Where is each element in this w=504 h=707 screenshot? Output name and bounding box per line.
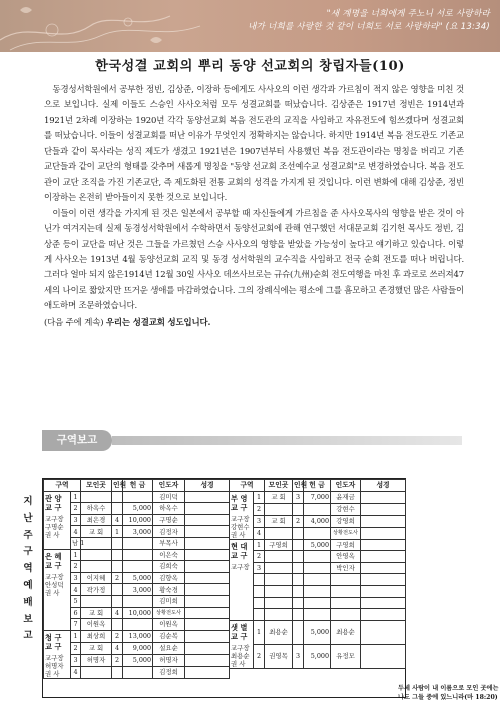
column-header: 인원 [113,481,127,490]
group-cell [230,491,254,539]
cell-no: 2 [254,503,265,515]
cell-bible [185,595,230,607]
cell-no: 4 [71,584,81,596]
cell-amount: 3,000 [123,584,153,596]
cell-place [81,491,112,503]
table-row [44,584,230,596]
cell-leader: 김정희 [153,666,185,678]
cell-amount: 10,000 [123,607,153,619]
cell-bible [185,642,230,654]
cell-amount [123,619,153,631]
cell-leader: 김희숙 [153,561,185,573]
cell-amount [123,666,153,678]
cell-amount [304,562,331,574]
table-row [44,595,230,607]
cell-place: 허명자 [81,654,112,666]
cell-amount: 4,000 [304,515,331,527]
column-header: 성경 [185,480,230,492]
cell-count [293,585,304,597]
table-row [230,539,406,551]
cell-bible [185,630,230,642]
cell-leader: 김향옥 [153,572,185,584]
cell-count: 2 [112,654,123,666]
cell-amount: 7,000 [304,491,331,503]
cell-bible [361,609,406,621]
cell-count [293,527,304,539]
cell-no: 1 [254,620,265,644]
cell-amount: 5,000 [304,539,331,551]
table-row [230,503,406,515]
report-label: 구역보고 [42,430,112,451]
cell-amount [123,561,153,573]
banner-verse: "새 계명을 너희에게 주노니 서로 사랑하라 내가 너희를 사랑한 것 같이 너희도 서로 사랑하라" (요 13:34) [248,9,490,32]
cell-leader: 허명자 [153,654,185,666]
cell-count: 3 [293,491,304,503]
column-header: 모인곳 [81,480,112,492]
cell-no: 1 [254,539,265,551]
cell-leader: 박인자 [331,562,361,574]
article-paragraph: 동경성서학원에서 공부한 정빈, 김상준, 이장하 등에게도 사사오의 이런 생각과 가르침이 적지 않은 영향을 미친 것으로 보입니다. 실제 이들도 스승인 사사오처럼 모두 성결교회를 떠났습니다. 김상준은 1917년 정빈은 1914년과 1921년 2차례 이장하는 1920년 각각 동양선교회 복음 전도관의 교직을 사임하고 자유전도에 힘쓰겠다며 성결교회를 떠났습니다. 이들이 성결교회를 떠난 이유가 무엇인지 정확하지는 않습니다. 하지만 1914년 복음 전도관도 기존교단들과 같이 목사라는 성직 제도가 생겼고 1921년은 1907년부터 사용했던 복음 전도관이라는 명칭을 버리고 기존 교단들과 같이 교단의 형태를 갖추며 새롭게 명칭을 "동양 선교회 조선예수교 성결교회"로 변경하였습니다. 복음 전도관이 교단 조직을 가진 기존교단, 즉 제도화된 전통 교회의 성격을 가지게 된 것입니다. 이런 변화에 대해 김상준, 정빈 이장하는 온전히 받아들이지 못한 것으로 보입니다. [44,84,464,203]
report-table-right [229,479,406,669]
group-leader: 교구장 안성덕 권 사 [45,572,64,597]
cell-bible [185,549,230,561]
cell-no: 6 [71,607,81,619]
table-row [230,515,406,527]
cell-place [81,561,112,573]
cell-no [254,585,265,597]
cell-bible [361,574,406,586]
cell-count: 2 [112,630,123,642]
group-cell [230,620,254,668]
cell-leader: 김순복 [153,630,185,642]
page-title: 한국성결 교회의 뿌리 동양 선교회의 창립자들(10) [95,59,405,74]
cell-place: 교 회 [265,515,293,527]
cell-no: 3 [71,514,81,526]
cell-bible [185,584,230,596]
cell-amount [304,503,331,515]
cell-bible [185,666,230,678]
table-row [230,491,406,503]
cell-count [293,609,304,621]
cell-bible [185,503,230,515]
cell-amount [304,609,331,621]
cell-place [265,574,293,586]
table-row [230,597,406,609]
cell-amount [304,551,331,563]
cell-place: 교 회 [81,526,112,538]
group-name: 청 구 교 구 [45,632,62,651]
table-row [44,607,230,619]
cell-count [112,561,123,573]
cell-place [265,503,293,515]
cell-no: 2 [71,503,81,515]
cell-amount: 5,000 [123,503,153,515]
cell-place: 이원옥 [81,619,112,631]
cell-bible [185,572,230,584]
cell-place: 교 회 [81,642,112,654]
cell-no: 2 [254,644,265,668]
cell-leader: 윤재금 [331,491,361,503]
cell-place: 최용순 [265,620,293,644]
cell-place: 하옥수 [81,503,112,515]
cell-place [265,551,293,563]
table-header-row [44,480,230,492]
cell-bible [361,551,406,563]
cell-no: 1 [71,630,81,642]
cell-no: 3 [254,515,265,527]
cell-place [265,562,293,574]
table-row [44,630,230,642]
cell-count [293,620,304,644]
cell-amount: 9,000 [123,642,153,654]
cell-bible [185,654,230,666]
group-name: 부 영 교 구 [231,493,248,512]
table-row [44,572,230,584]
cell-amount: 13,000 [123,630,153,642]
table-row [230,562,406,574]
table-row [230,527,406,539]
cell-place [265,585,293,597]
cell-no: 2 [71,561,81,573]
column-header: 헌 금 [123,480,153,492]
cell-leader: 최용순 [331,620,361,644]
cell-amount: 3,000 [123,526,153,538]
report-table-left [43,479,230,679]
cell-no: 4 [71,526,81,538]
cell-no: 5 [71,595,81,607]
cell-leader: 김미덕 [153,491,185,503]
cell-no: 1 [71,549,81,561]
cell-no: 4 [71,666,81,678]
cell-amount: 5,000 [123,654,153,666]
cell-amount [123,549,153,561]
cell-place [265,597,293,609]
floral-swirl-icon [0,0,230,52]
group-name: 관 양 교 구 [45,493,62,512]
cell-amount [123,537,153,549]
cell-no: 3 [71,654,81,666]
cell-no [254,609,265,621]
cell-leader: 상황전도사 [153,607,185,619]
cell-count [293,597,304,609]
cell-bible [185,514,230,526]
cell-count: 4 [112,514,123,526]
column-header: 인도자 [331,480,361,492]
table-row [230,644,406,668]
cell-leader: 유정모 [331,644,361,668]
table-row [44,654,230,666]
cell-amount: 5,000 [304,644,331,668]
cell-leader [331,574,361,586]
cell-bible [361,644,406,668]
column-header: 인원 [294,481,308,490]
group-name: 현 대 교 구 [231,541,248,560]
cell-amount [304,585,331,597]
cell-bible [185,491,230,503]
group-cell [44,491,71,549]
cell-bible [185,561,230,573]
group-leader: 교구장 [231,562,250,571]
table-row [44,619,230,631]
cell-bible [185,619,230,631]
cell-bible [361,585,406,597]
report-section-header [42,430,462,451]
cell-count [293,562,304,574]
cell-count [112,503,123,515]
cell-count: 1 [112,526,123,538]
cell-leader: 구영희 [331,539,361,551]
cell-count [112,619,123,631]
cell-count [112,491,123,503]
cell-no: 2 [254,551,265,563]
table-row [44,503,230,515]
cell-count [293,539,304,551]
header-decorative-bar [112,436,462,445]
table-row [44,491,230,503]
cell-place: 권영목 [265,644,293,668]
column-header: 구역 [44,480,81,492]
cell-leader: 이은숙 [153,549,185,561]
cell-leader: 하옥수 [153,503,185,515]
cell-no: 남 1 [72,539,85,548]
cell-bible [185,607,230,619]
cell-place: 교 회 [265,491,293,503]
cell-leader: 안영옥 [331,551,361,563]
cell-no: 7 [71,619,81,631]
article-body [44,82,464,330]
table-row [44,537,230,549]
cell-no: 4 [254,527,265,539]
cell-count [112,595,123,607]
cell-no: 1 [71,491,81,503]
cell-leader: 김미희 [153,595,185,607]
article-paragraph: 이들이 이런 생각을 가지게 된 것은 일본에서 공부할 때 자신들에게 가르침을 준 사사오목사의 영향을 받은 것이 아닌가 여겨지는데 실제 동경성서학원에서 수학하면서 동양선교회에 관해 연구했던 서대문교회 김기헌 목사도 정빈, 김상준 등이 교단을 떠난 것은 그들을 가르쳤던 스승 사사오의 영향을 받았을 가능성이 높다고 얘기하고 있습니다. 이렇게 사사오는 1913년 4월 동양선교회 교직 및 동경 성서학원의 교수직을 사임하고 전국 순회 전도를 떠나 버립니다. 그러다 얼마 되지 않은1914년 12월 30일 사사오 데쓰사브로는 규슈(九州)순회 전도여행을 마친 후 과로로 쓰러져47세의 나이로 짧았지만 뜨거운 생애를 마감하였습니다. 그의 장례식에는 평소에 그를 흠모하고 존경했던 많은 사람들이 애도하며 조문하였습니다. [44,207,464,311]
cell-count [112,584,123,596]
cell-no [254,597,265,609]
cell-place [81,666,112,678]
cell-amount: 10,000 [123,514,153,526]
column-header: 헌 금 [304,480,331,492]
table-row [44,642,230,654]
article-closing: (다음 주에 계속) 우리는 성결교회 성도입니다. [44,316,211,327]
cell-bible [361,527,406,539]
cell-bible [361,515,406,527]
cell-amount [123,491,153,503]
cell-place [265,527,293,539]
cell-place: 최상희 [81,630,112,642]
table-row [230,585,406,597]
cell-leader: 부목사 [153,537,185,549]
cell-count: 4 [112,607,123,619]
cell-place [81,537,112,549]
group-leader: 교구장 최용순 권 사 [231,643,250,668]
cell-amount: 5,000 [304,620,331,644]
table-header-row [230,480,406,492]
table-row [44,526,230,538]
group-leader: 교구장 강현수 권 사 [231,514,250,539]
table-row [230,609,406,621]
group-cell [44,630,71,678]
cell-amount: 5,000 [123,572,153,584]
cell-count [112,537,123,549]
cell-bible [361,491,406,503]
cell-no: 3 [254,562,265,574]
cell-place: 구영희 [265,539,293,551]
cell-place: 곽가정 [81,584,112,596]
cell-count: 2 [112,572,123,584]
cell-bible [361,620,406,644]
cell-place: 최은경 [81,514,112,526]
cell-count [293,574,304,586]
cell-place: 이지혜 [81,572,112,584]
table-row [230,620,406,644]
cell-count [293,551,304,563]
cell-leader: 김정자 [153,526,185,538]
cell-count: 2 [293,515,304,527]
cell-leader: 구명순 [153,514,185,526]
cell-leader [331,585,361,597]
group-cell [44,549,71,630]
cell-leader: 상황전도사 [331,527,361,539]
cell-no [254,574,265,586]
group-name: 샛 별 교 구 [231,622,248,641]
table-row [44,514,230,526]
cell-place: 교 회 [81,607,112,619]
table-row [44,666,230,678]
group-leader: 교구장 구명순 권 사 [45,514,64,539]
cell-bible [361,503,406,515]
cell-leader: 설요순 [153,642,185,654]
cell-bible [185,526,230,538]
cell-count [293,503,304,515]
cell-count [112,549,123,561]
cell-no: 2 [71,642,81,654]
region-label: 지난주 구역예배보고 [23,496,33,642]
cell-count: 4 [112,642,123,654]
cell-amount [304,574,331,586]
column-header: 구역 [230,480,265,492]
group-name: 은 혜 교 구 [45,551,62,570]
cell-place [81,595,112,607]
cell-no: 1 [254,491,265,503]
cell-amount [304,597,331,609]
cell-count [112,666,123,678]
cell-amount [123,595,153,607]
cell-bible [185,537,230,549]
column-header: 성경 [361,480,406,492]
table-row [44,561,230,573]
group-leader: 교구장 허명자 권 사 [45,653,64,678]
cell-leader: 강영희 [331,515,361,527]
cell-leader: 이원옥 [153,619,185,631]
column-header: 모인곳 [265,480,293,492]
table-row [44,549,230,561]
group-cell [230,539,254,620]
table-row [230,574,406,586]
closing-verse: 두세 사람이 내 이름으로 모인 곳에는 나도 그들 중에 있느니라(마 18:20) [398,685,499,701]
column-header: 인도자 [153,480,185,492]
cell-count: 3 [293,644,304,668]
cell-bible [361,597,406,609]
cell-bible [361,562,406,574]
cell-leader [331,597,361,609]
cell-bible [361,539,406,551]
cell-place [81,549,112,561]
cell-amount [304,527,331,539]
cell-leader: 강현수 [331,503,361,515]
header-banner [0,0,500,52]
cell-place [265,609,293,621]
table-row [230,551,406,563]
cell-leader: 황숙경 [153,584,185,596]
cell-no: 3 [71,572,81,584]
cell-leader [331,609,361,621]
